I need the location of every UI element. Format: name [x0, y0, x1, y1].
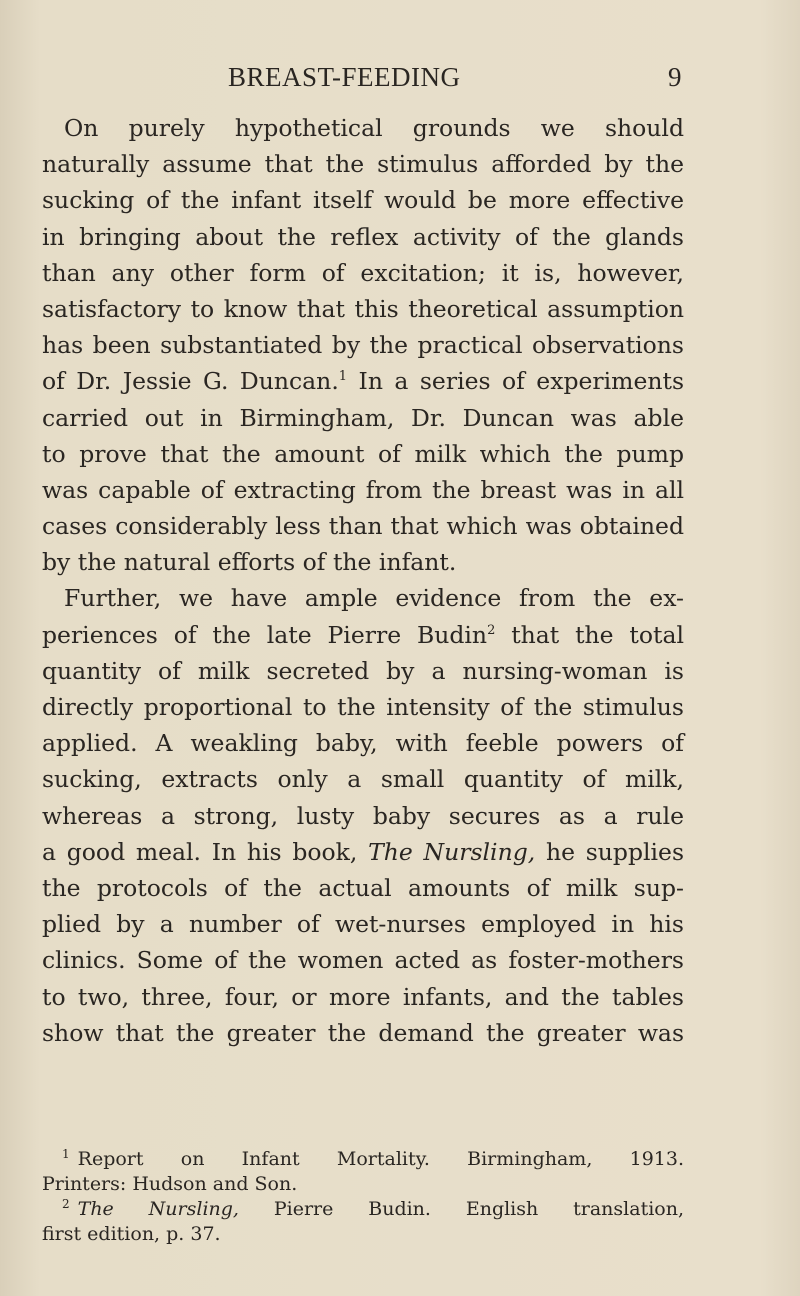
footnote-ref-1: 1: [338, 369, 348, 385]
text-line: cases considerably less than that which was obtained: [42, 512, 684, 541]
text-fragment: he supplies: [535, 837, 685, 866]
text-line: the protocols of the actual amounts of milk sup-: [42, 873, 684, 902]
page-header: [0, 62, 800, 102]
text-line: in bringing about the reflex activity of the glands: [42, 222, 684, 251]
text-fragment: In a series of experiments: [347, 367, 684, 396]
text-fragment: periences of the late Pierre Budin: [42, 620, 488, 649]
text-line: to prove that the amount of milk which the pump: [42, 439, 684, 468]
footnote-2-mark: 2: [62, 1196, 70, 1211]
footnote-1-text: Report on Infant Mortality. Birmingham, 1913.: [77, 1148, 684, 1170]
text-line: Further, we have ample evidence from the ex-: [64, 584, 684, 613]
text-line: naturally assume that the stimulus afforded by the: [42, 150, 684, 179]
text-line: On purely hypothetical grounds we should: [64, 114, 684, 142]
text-line: than any other form of excitation; it is, however,: [42, 258, 684, 287]
footnote-1-mark: 1: [62, 1146, 70, 1161]
text-line-with-footnote-ref: [42, 617, 684, 653]
text-line: whereas a strong, lusty baby secures as a rule: [42, 801, 684, 830]
text-line-with-footnote-ref: [42, 363, 684, 399]
body-text: [42, 110, 684, 1051]
text-line: show that the greater the demand the greater was: [42, 1018, 684, 1047]
footnote-2: [42, 1197, 684, 1222]
footnotes: [42, 1147, 684, 1247]
text-line: clinics. Some of the women acted as foster-mothers: [42, 946, 684, 975]
footnote-2-title: The Nursling,: [77, 1198, 239, 1220]
text-line: plied by a number of wet-nurses employed in his: [42, 910, 684, 939]
text-line: to two, three, four, or more infants, and the tables: [42, 982, 684, 1011]
text-line: has been substantiated by the practical observations: [42, 331, 684, 360]
footnote-1: [42, 1147, 684, 1172]
footnote-2-text: Pierre Budin. English translation,: [238, 1198, 684, 1220]
footnote-1-continued: Printers: Hudson and Son.: [42, 1173, 298, 1195]
footnote-ref-2: 2: [487, 622, 496, 638]
text-line: sucking, extracts only a small quantity of milk,: [42, 765, 684, 794]
book-title: The Nursling,: [368, 837, 536, 866]
text-line: quantity of milk secreted by a nursing-woman is: [42, 656, 684, 685]
text-line: directly proportional to the intensity of the stimulus: [42, 693, 684, 721]
text-fragment: a good meal. In his book,: [42, 837, 369, 866]
page-number: 9: [668, 62, 682, 92]
text-line: carried out in Birmingham, Dr. Duncan was able: [42, 403, 684, 432]
text-line: was capable of extracting from the breast was in all: [42, 475, 684, 504]
text-fragment: of Dr. Jessie G. Duncan.: [42, 367, 339, 396]
running-title: BREAST-FEEDING: [228, 62, 461, 92]
text-fragment: that the total: [495, 620, 684, 649]
text-line: sucking of the infant itself would be more effective: [42, 186, 684, 215]
footnote-2-continued: first edition, p. 37.: [42, 1223, 221, 1245]
text-line: applied. A weakling baby, with feeble powers of: [42, 729, 684, 758]
text-line-with-title: [42, 834, 684, 870]
text-line: satisfactory to know that this theoretical assumption: [42, 294, 684, 323]
text-line: by the natural efforts of the infant.: [42, 548, 457, 577]
